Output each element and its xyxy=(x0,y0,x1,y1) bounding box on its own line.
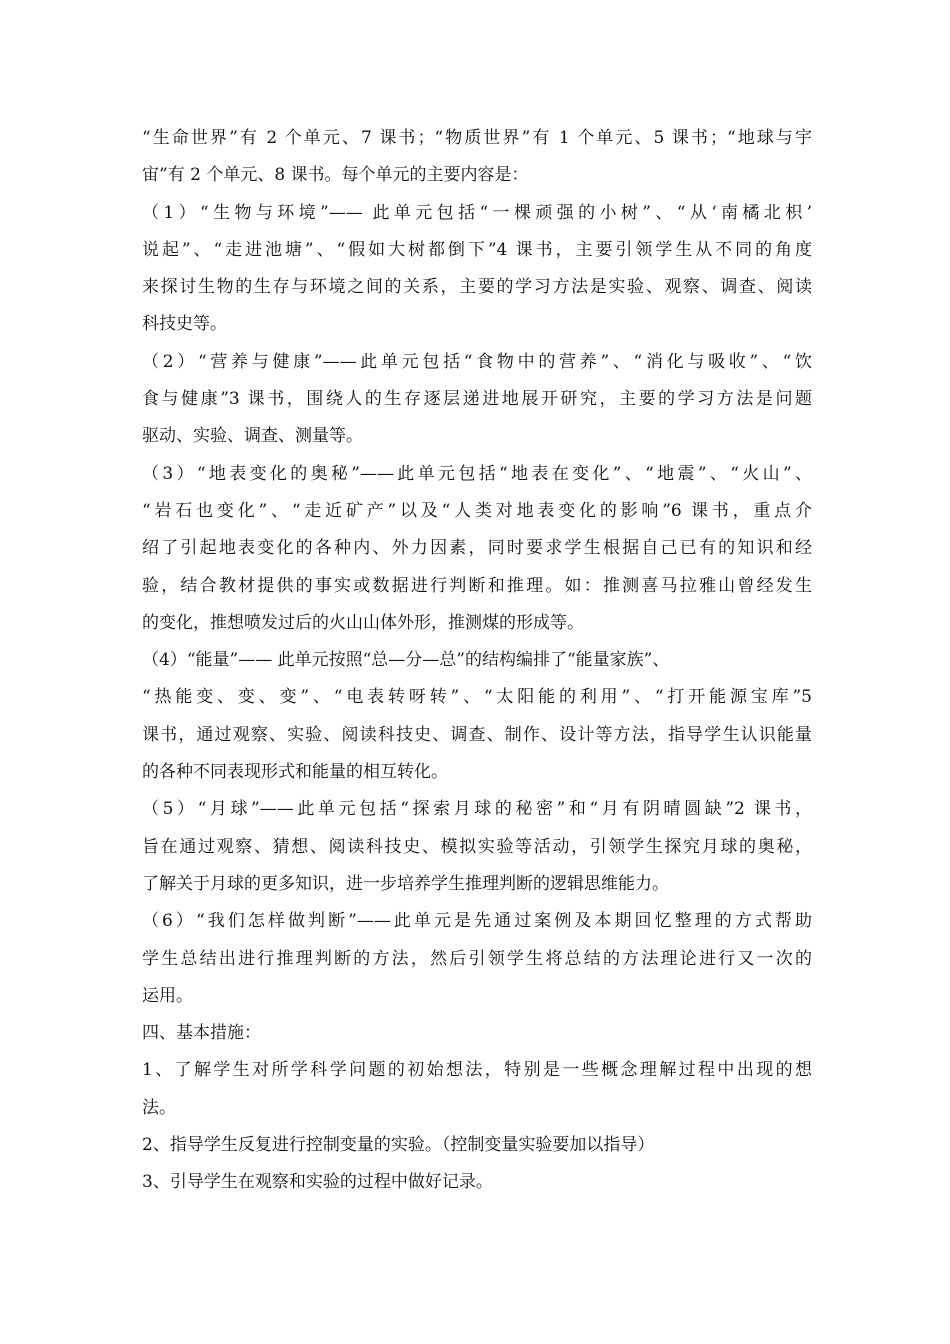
text-line: 3、引导学生在观察和实验的过程中做好记录。 xyxy=(142,1172,493,1193)
text-line: 2、指导学生反复进行控制变量的实验。（控制变量实验要加以指导） xyxy=(142,1135,655,1156)
text-line: （5）“月球”——此单元包括“探索月球的秘密”和“月有阴晴圆缺”2 课书， xyxy=(142,799,812,820)
text-line: 绍了引起地表变化的各种内、外力因素，同时要求学生根据自己已有的知识和经 xyxy=(142,538,812,559)
text-line: 旨在通过观察、猜想、阅读科技史、模拟实验等活动，引领学生探究月球的奥秘， xyxy=(142,836,812,857)
text-line: 的各种不同表现形式和能量的相互转化。 xyxy=(142,762,448,783)
text-line: 1、了解学生对所学科学问题的初始想法，特别是一些概念理解过程中出现的想 xyxy=(142,1060,812,1081)
text-line: 科技史等。 xyxy=(142,314,227,335)
document-body xyxy=(142,120,812,1202)
text-line: 法。 xyxy=(142,1097,176,1118)
text-line: 驱动、实验、调查、测量等。 xyxy=(142,426,363,447)
text-line: （3）“地表变化的奥秘”——此单元包括“地表在变化”、“地震”、“火山”、 xyxy=(142,463,812,484)
text-line: 食与健康”3 课书，围绕人的生存逐层递进地展开研究，主要的学习方法是问题 xyxy=(142,389,812,410)
text-line: “岩石也变化”、“走近矿产”以及“人类对地表变化的影响”6 课书，重点介 xyxy=(142,500,812,521)
text-line: 的变化，推想喷发过后的火山山体外形，推测煤的形成等。 xyxy=(142,612,584,633)
section-heading: 四、基本措施： xyxy=(142,1023,261,1044)
text-line: “生命世界”有 2 个单元、7 课书；“物质世界”有 1 个单元、5 课书；“地球与宇 xyxy=(142,128,812,148)
text-line: （6）“我们怎样做判断”——此单元是先通过案例及本期回忆整理的方式帮助 xyxy=(142,911,812,932)
text-line: 运用。 xyxy=(142,985,193,1006)
text-line: （2）“营养与健康”——此单元包括“食物中的营养”、“消化与吸收”、“饮 xyxy=(142,351,812,372)
text-line: 宙”有 2 个单元、8 课书。每个单元的主要内容是： xyxy=(142,165,529,186)
text-line: 来探讨生物的生存与环境之间的关系，主要的学习方法是实验、观察、调查、阅读 xyxy=(142,277,812,298)
text-line: 学生总结出进行推理判断的方法，然后引领学生将总结的方法理论进行又一次的 xyxy=(142,948,812,969)
text-line: 验，结合教材提供的事实或数据进行判断和推理。如：推测喜马拉雅山曾经发生 xyxy=(142,575,812,596)
text-line: （4）“能量”—— 此单元按照“总—分—总”的结构编排了“能量家族”、 xyxy=(142,650,670,671)
text-line: “热能变、变、变”、“电表转呀转”、“太阳能的利用”、“打开能源宝库”5 xyxy=(142,687,812,708)
text-line: 了解关于月球的更多知识，进一步培养学生推理判断的逻辑思维能力。 xyxy=(142,873,669,894)
text-line: 说起”、“走进池塘”、“假如大树都倒下”4 课书，主要引领学生从不同的角度 xyxy=(142,239,812,260)
text-line: （1）“生物与环境”—— 此单元包括“一棵顽强的小树”、“从‘南橘北枳’ xyxy=(142,202,812,223)
text-line: 课书，通过观察、实验、阅读科技史、调查、制作、设计等方法，指导学生认识能量 xyxy=(142,724,812,745)
